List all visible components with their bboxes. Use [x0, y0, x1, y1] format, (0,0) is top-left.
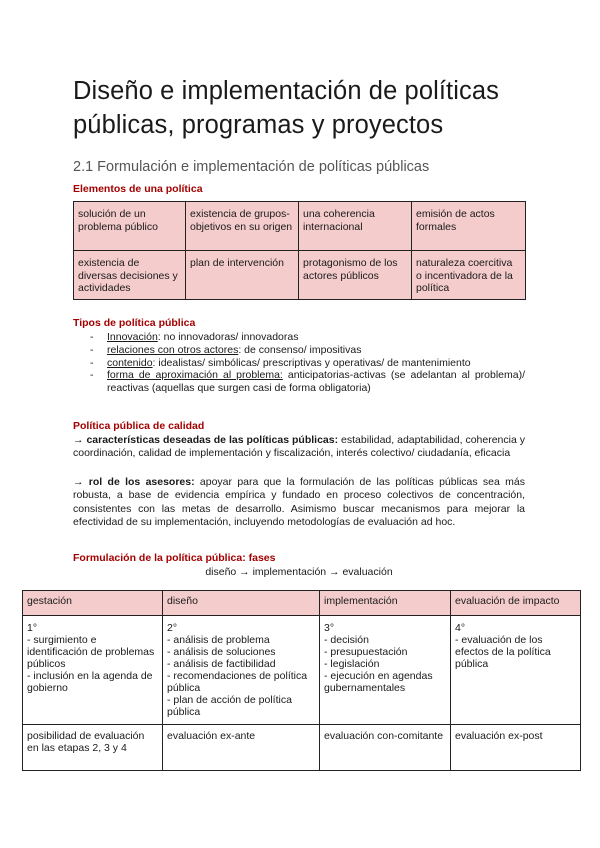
- cell-line: 3°: [324, 622, 335, 634]
- cell-line: - plan de acción de política pública: [167, 694, 292, 718]
- fases-heading: Formulación de la política pública: fases: [73, 552, 276, 564]
- table-row: [74, 251, 526, 300]
- cell-line: - legislación: [324, 658, 380, 670]
- cell-line: - surgimiento e identificación de problemas públicos: [27, 634, 155, 670]
- table-header-row: [23, 591, 581, 616]
- section-subtitle: 2.1 Formulación e implementación de políticas públicas: [73, 159, 430, 175]
- list-text: : de consenso/ impositivas: [238, 343, 362, 356]
- list-term: relaciones con otros actores: [107, 343, 239, 356]
- cell-line: 1°: [27, 622, 38, 634]
- column-header: evaluación de impacto: [451, 591, 581, 616]
- cell-line: 4°: [455, 622, 466, 634]
- column-header: gestación: [23, 591, 163, 616]
- tipos-heading: Tipos de política pública: [73, 317, 196, 329]
- table-cell: evaluación ex-ante: [163, 725, 320, 771]
- cell-line: - inclusión en la agenda de gobierno: [27, 670, 153, 694]
- table-cell: solución de un problema público: [74, 202, 186, 251]
- list-text: anticipatorias-activas (se adelantan al problema)/ reactivas (aquellas que surgen casi de forma obligatoria): [107, 369, 526, 395]
- list-item: [73, 331, 525, 344]
- cell-line: - análisis de problema: [167, 634, 270, 646]
- elementos-heading: Elementos de una política: [73, 183, 203, 195]
- list-term: Innovación: [107, 331, 158, 343]
- cell-line: - presupuestación: [324, 646, 408, 658]
- table-row: [23, 725, 581, 771]
- cell-line: 2°: [167, 622, 178, 634]
- table-cell: naturaleza coercitiva o incentivadora de la política: [412, 251, 526, 300]
- list-item: [73, 369, 525, 395]
- tipos-list: [73, 331, 525, 395]
- table-cell: existencia de diversas decisiones y actividades: [74, 251, 186, 300]
- list-text: : idealistas/ simbólicas/ prescriptivas y operativas/ de mantenimiento: [152, 356, 471, 369]
- asesores-paragraph: [73, 476, 525, 529]
- column-header: diseño: [163, 591, 320, 616]
- table-cell: plan de intervención: [186, 251, 299, 300]
- table-row: [23, 616, 581, 725]
- caracteristicas-paragraph: [73, 434, 525, 461]
- cell-line: - decisión: [324, 634, 369, 646]
- list-item: [73, 344, 525, 357]
- elementos-table: [73, 201, 526, 300]
- fases-flow: diseño → implementación → evaluación: [205, 566, 393, 578]
- paragraph-lead: → características deseadas de las políticas públicas:: [73, 434, 339, 446]
- cell-line: - análisis de soluciones: [167, 646, 276, 658]
- table-cell: [163, 616, 320, 725]
- column-header: implementación: [320, 591, 451, 616]
- list-term: contenido: [107, 356, 153, 369]
- table-cell: emisión de actos formales: [412, 202, 526, 251]
- list-text: : no innovadoras/ innovadoras: [157, 331, 299, 343]
- table-cell: [23, 616, 163, 725]
- list-item: [73, 357, 525, 370]
- cell-line: - evaluación de los efectos de la política pública: [455, 634, 551, 670]
- table-cell: una coherencia internacional: [299, 202, 412, 251]
- fases-table: [22, 590, 581, 771]
- list-term: forma de aproximación al problema:: [107, 369, 283, 382]
- table-cell: [320, 616, 451, 725]
- calidad-heading: Política pública de calidad: [73, 420, 205, 432]
- table-cell: existencia de grupos- objetivos en su origen: [186, 202, 299, 251]
- table-row: [74, 202, 526, 251]
- paragraph-text: apoyar para que la formulación de las políticas públicas sea más robusta, a base de evidencia empírica y fundado en proceso colectivos de concentración, consistentes con las metas de desarrollo. Asimismo buscar mecanismos para mejorar la efectividad de su implementación, incluyendo metodologías de evaluación ad hoc.: [73, 476, 525, 528]
- paragraph-lead: → rol de los asesores:: [73, 476, 195, 488]
- table-cell: evaluación con-comitante: [320, 725, 451, 771]
- cell-line: - recomendaciones de política pública: [167, 670, 308, 694]
- cell-line: - ejecución en agendas gubernamentales: [324, 670, 433, 694]
- table-cell: [451, 616, 581, 725]
- cell-line: - análisis de factibilidad: [167, 658, 276, 670]
- table-cell: evaluación ex-post: [451, 725, 581, 771]
- paragraph-text: estabilidad, adaptabilidad, coherencia y coordinación, calidad de implementación y fiscalización, interés colectivo/ ciudadanía, eficacia: [73, 434, 525, 460]
- table-cell: protagonismo de los actores públicos: [299, 251, 412, 300]
- document-title: Diseño e implementación de políticas públicas, programas y proyectos: [73, 77, 499, 139]
- table-cell: posibilidad de evaluación en las etapas 2, 3 y 4: [23, 725, 163, 771]
